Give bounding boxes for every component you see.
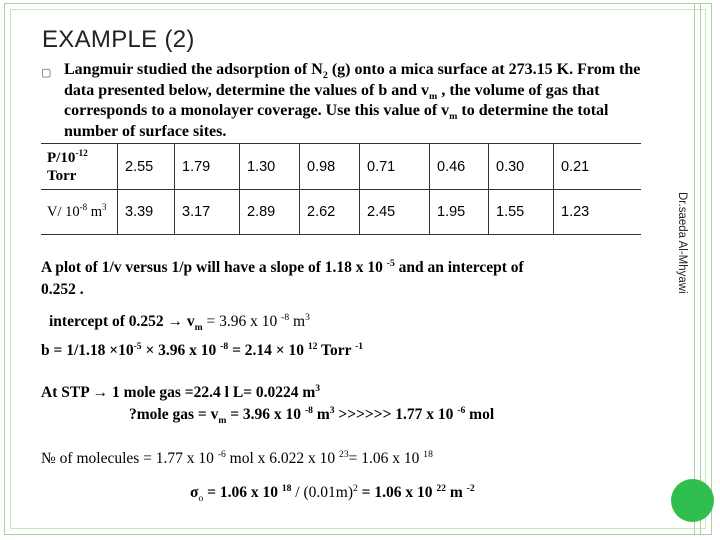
volume-value-cell: 2.62 bbox=[299, 190, 359, 234]
molecules-line: № of molecules = 1.77 x 10 $^{-6}$ mol x 6.022 x 10 $^{23}$= 1.06 x 10 $^{18}$ bbox=[41, 448, 433, 467]
volume-value-cell: 3.17 bbox=[174, 190, 239, 234]
author-credit: Dr.saeda Al-Mhyawi bbox=[676, 192, 688, 294]
slide-title: EXAMPLE (2) bbox=[42, 26, 195, 53]
pressure-value-cell: 1.30 bbox=[239, 144, 299, 189]
volume-value-cell: 3.39 bbox=[117, 190, 174, 234]
pressure-value-cell: 2.55 bbox=[117, 144, 174, 189]
intercept-line: intercept of $0.252 \to v_m = 3.96$ x 10 $^{-8}$ $m^3$ bbox=[49, 311, 310, 334]
volume-value-cell: 1.23 bbox=[553, 190, 641, 234]
pressure-value-cell: 0.98 bbox=[299, 144, 359, 189]
b-calculation: $b = 1/1.18 \times 10^{-5} \times 3.96$ x 10 $^{-8}$ = 2.14 × 10 $^{12}$ Torr $^{-1}$ bbox=[41, 340, 364, 359]
frame-vertical-rule bbox=[694, 3, 695, 535]
plot-statement: A plot of 1/v versus 1/p will have a slope of 1.18 x 10 $^{-5}$ and an intercept of bbox=[41, 257, 524, 276]
data-table bbox=[41, 143, 641, 235]
volume-value-cell: 1.55 bbox=[488, 190, 553, 234]
table-row-volume bbox=[41, 189, 641, 234]
pressure-value-cell: 0.71 bbox=[359, 144, 429, 189]
moles-line: ?mole gas = $v_m = 3.96$ x 10 $^{-8}$ $m^3$ >>>>>> 1.77 x 10 $^{-6}$ mol bbox=[129, 404, 495, 427]
bullet-square-icon: ▢ bbox=[41, 67, 52, 79]
pressure-value-cell: 1.79 bbox=[174, 144, 239, 189]
stp-line: At STP → 1 mole gas =22.4 l L= 0.0224 $m^3$ bbox=[41, 382, 321, 401]
pressure-value-cell: 0.46 bbox=[429, 144, 488, 189]
decorative-circle bbox=[671, 479, 714, 522]
table-row-pressure bbox=[41, 144, 641, 189]
volume-header: V/ $10^{-8}$ $m^3$ bbox=[47, 201, 107, 220]
sigma-line: $\sigma_o = 1.06$ x 10 $^{18} / (0.01m)^2 = 1.06$ x 10 $^{22}$ m $^{-2}$ bbox=[190, 482, 475, 505]
volume-value-cell: 2.45 bbox=[359, 190, 429, 234]
pressure-value-cell: 0.21 bbox=[553, 144, 641, 189]
volume-value-cell: 2.89 bbox=[239, 190, 299, 234]
pressure-header: $P/10^{-12}$ Torr bbox=[47, 148, 88, 184]
pressure-value-cell: 0.30 bbox=[488, 144, 553, 189]
volume-value-cell: 1.95 bbox=[429, 190, 488, 234]
plot-statement-cont: 0.252 . bbox=[41, 281, 84, 298]
frame-vertical-rule bbox=[700, 3, 701, 535]
problem-statement: Langmuir studied the adsorption of $N_2$ (g) onto a mica surface at 273.15 K. From the data presented below, determine the values of b and $v_m$ , the volume of gas that corresponds to a monolayer coverage. Use this value of $v_m$ to determine the total number of surface sites. bbox=[64, 61, 641, 140]
